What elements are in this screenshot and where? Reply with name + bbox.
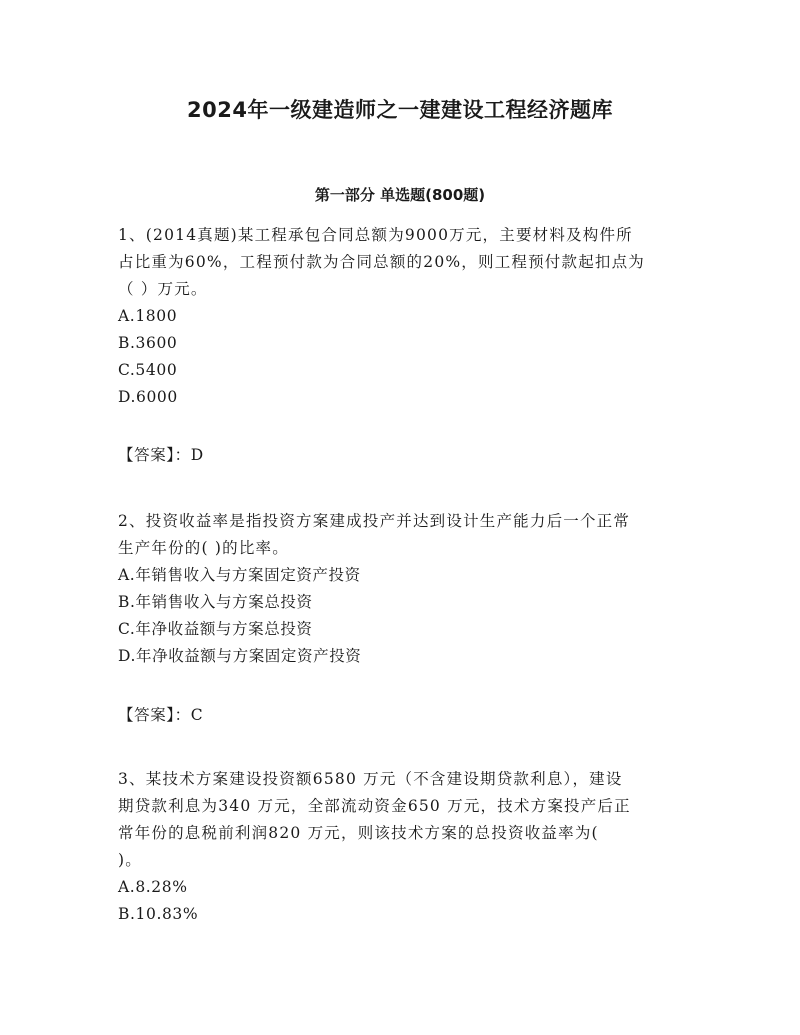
question-stem-line: 2、投资收益率是指投资方案建成投产并达到设计生产能力后一个正常	[118, 512, 631, 530]
question-stem-line: 1、(2014真题)某工程承包合同总额为9000万元，主要材料及构件所	[118, 226, 633, 244]
question-stem-line: 3、某技术方案建设投资额6580 万元（不含建设期贷款利息），建设	[118, 770, 623, 788]
option-a: A.1800	[118, 307, 178, 325]
option-d: D.年净收益额与方案固定资产投资	[118, 647, 362, 665]
option-b: B.年销售收入与方案总投资	[118, 593, 313, 611]
option-a: A.年销售收入与方案固定资产投资	[118, 566, 361, 584]
question-1	[118, 222, 688, 411]
option-d: D.6000	[118, 388, 178, 406]
question-stem-line: )。	[118, 851, 142, 869]
option-b: B.3600	[118, 334, 178, 352]
option-a: A.8.28%	[118, 878, 188, 896]
option-c: C.年净收益额与方案总投资	[118, 620, 313, 638]
question-stem-line: 期贷款利息为340 万元，全部流动资金650 万元，技术方案投产后正	[118, 797, 631, 815]
question-2	[118, 508, 688, 670]
answer-1: 【答案】：D	[118, 446, 204, 464]
option-b: B.10.83%	[118, 905, 199, 923]
section-heading: 第一部分 单选题(800题)	[314, 186, 486, 204]
answer-2: 【答案】：C	[118, 706, 204, 724]
question-stem-line: 占比重为60%，工程预付款为合同总额的20%，则工程预付款起扣点为	[118, 253, 646, 271]
question-stem-line: （ ）万元。	[118, 280, 208, 298]
question-stem-line: 生产年份的( )的比率。	[118, 539, 289, 557]
document-title: 2024年一级建造师之一建建设工程经济题库	[187, 98, 613, 122]
question-stem-line: 常年份的息税前利润820 万元，则该技术方案的总投资收益率为(	[118, 824, 599, 842]
question-3	[118, 766, 688, 928]
option-c: C.5400	[118, 361, 178, 379]
